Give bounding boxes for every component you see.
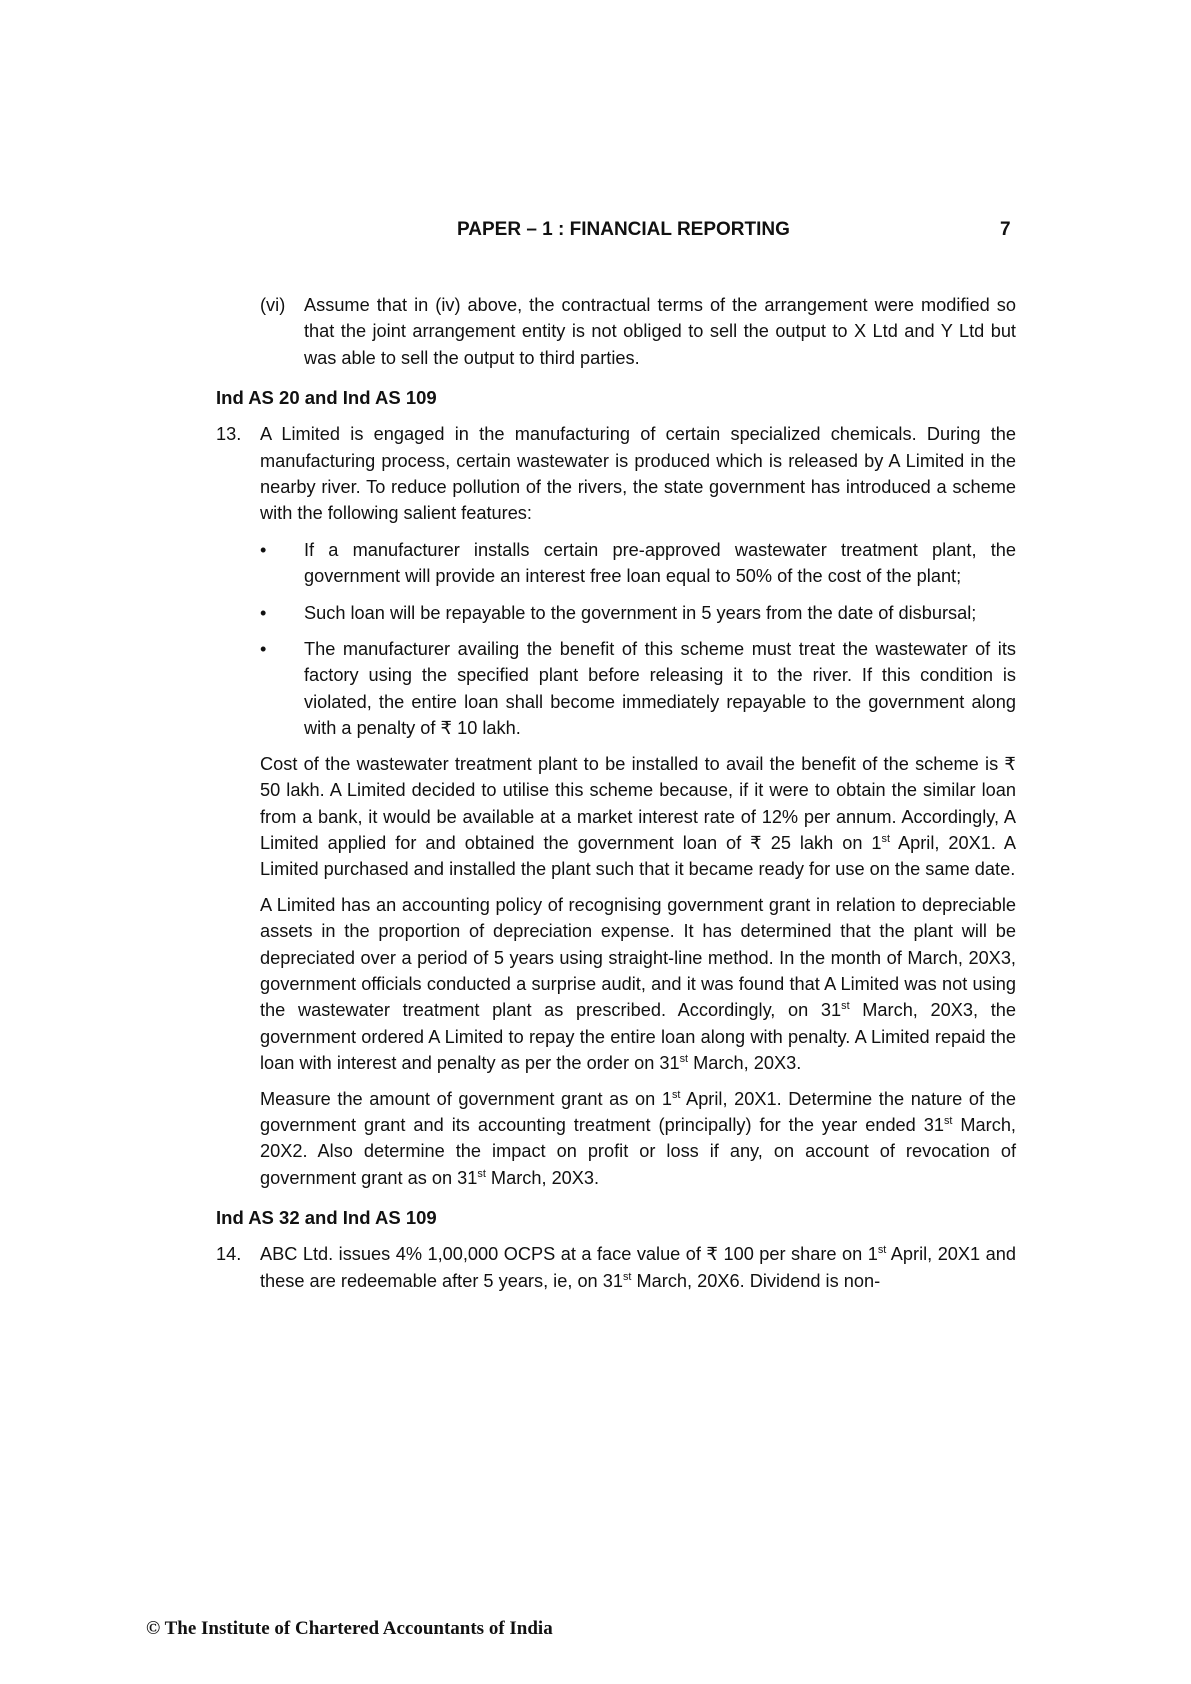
text-run: March, 20X2. Also determine the impact on profit or loss if any, on account of revocation of government grant as on 31 xyxy=(260,1114,1016,1188)
text-run: Measure the amount of government grant as on 1 xyxy=(260,1088,672,1109)
page-number: 7 xyxy=(1000,219,1011,240)
list-item xyxy=(260,537,1016,590)
item-vi-label: (vi) xyxy=(260,295,286,315)
text-run: March, 20X3. xyxy=(688,1053,802,1074)
ordinal-suffix: st xyxy=(881,832,891,845)
bullet-icon: • xyxy=(260,539,267,560)
page-header-title: PAPER – 1 : FINANCIAL REPORTING xyxy=(457,219,790,240)
ordinal-suffix: st xyxy=(679,1053,689,1066)
text-run: April, 20X1 and these are redeemable after 5 years, ie, on 31 xyxy=(260,1244,1016,1291)
bullet-text: If a manufacturer installs certain pre-approved wastewater treatment plant, the government will provide an interest free loan equal to 50% of the cost of the plant; xyxy=(304,539,1016,587)
question-14 xyxy=(216,1241,1016,1294)
question-13-paragraph-2 xyxy=(260,892,1016,1077)
text-run: ABC Ltd. issues 4% 1,00,000 OCPS at a face value of ₹ 100 per share on 1 xyxy=(260,1244,878,1265)
bullet-text: Such loan will be repayable to the government in 5 years from the date of disbursal; xyxy=(304,602,977,623)
list-item xyxy=(260,636,1016,742)
footer-copyright: © The Institute of Chartered Accountants of India xyxy=(146,1618,553,1639)
page-body xyxy=(216,292,1016,1294)
question-13 xyxy=(216,421,1016,527)
question-13-number: 13. xyxy=(216,424,242,445)
bullet-text: The manufacturer availing the benefit of this scheme must treat the wastewater of its factory using the specified plant before releasing it to the river. If this condition is violated, the entire loan shall become immediately repayable to the government along with a penalty of ₹ 10 lakh. xyxy=(304,639,1016,739)
list-item xyxy=(260,600,1016,626)
item-vi-text: Assume that in (iv) above, the contractual terms of the arrangement were modified so that the joint arrangement entity is not obliged to sell the output to X Ltd and Y Ltd but was able to sell the output to third parties. xyxy=(304,295,1016,368)
section-heading-ind-as-32: Ind AS 32 and Ind AS 109 xyxy=(216,1207,437,1229)
text-run: March, 20X3, the government ordered A Limited to repay the entire loan along with penalty. A Limited repaid the loan with interest and penalty as per the order on 31 xyxy=(260,1000,1016,1074)
text-run: April, 20X1. A Limited purchased and installed the plant such that it became ready for use on the same date. xyxy=(260,832,1016,880)
bullet-icon: • xyxy=(260,602,267,623)
question-14-text xyxy=(260,1241,1016,1294)
section-heading-ind-as-20: Ind AS 20 and Ind AS 109 xyxy=(216,387,437,409)
ordinal-suffix: st xyxy=(622,1270,632,1283)
text-run: April, 20X1. Determine the nature of the government grant and its accounting treatment (principally) for the year ended 31 xyxy=(260,1088,1016,1135)
ordinal-suffix: st xyxy=(477,1167,486,1180)
ordinal-suffix: st xyxy=(671,1088,681,1101)
text-run: A Limited has an accounting policy of recognising government grant in relation to depreciable assets in the proportion of depreciation expense. It has determined that the plant will be depreciated over a period of 5 years using straight-line method. In the month of March, 20X3, government officials conducted a surprise audit, and it was found that A Limited was not using the wastewater treatment plant as prescribed. Accordingly, on 31 xyxy=(260,894,1016,1021)
question-14-number: 14. xyxy=(216,1244,242,1265)
ordinal-suffix: st xyxy=(877,1244,887,1257)
ordinal-suffix: st xyxy=(841,1000,850,1013)
bullet-icon: • xyxy=(260,639,267,660)
question-13-paragraph-3 xyxy=(260,1086,1016,1192)
item-vi xyxy=(260,292,1016,371)
question-13-paragraph-1 xyxy=(260,751,1016,883)
ordinal-suffix: st xyxy=(943,1114,953,1127)
text-run: Cost of the wastewater treatment plant to be installed to avail the benefit of the scheme is ₹ 50 lakh. A Limited decided to utilise this scheme because, if it were to obtain the similar loan from a bank, it would be available at a market interest rate of 12% per annum. Accordingly, A Limited applied for and obtained the government loan of ₹ 25 lakh on 1 xyxy=(260,753,1016,853)
text-run: March, 20X6. Dividend is non- xyxy=(631,1270,881,1291)
text-run: March, 20X3. xyxy=(485,1167,600,1188)
question-13-intro: A Limited is engaged in the manufacturing of certain specialized chemicals. During the manufacturing process, certain wastewater is produced which is released by A Limited in the nearby river. To reduce pollution of the rivers, the state government has introduced a scheme with the following salient features: xyxy=(260,424,1016,524)
